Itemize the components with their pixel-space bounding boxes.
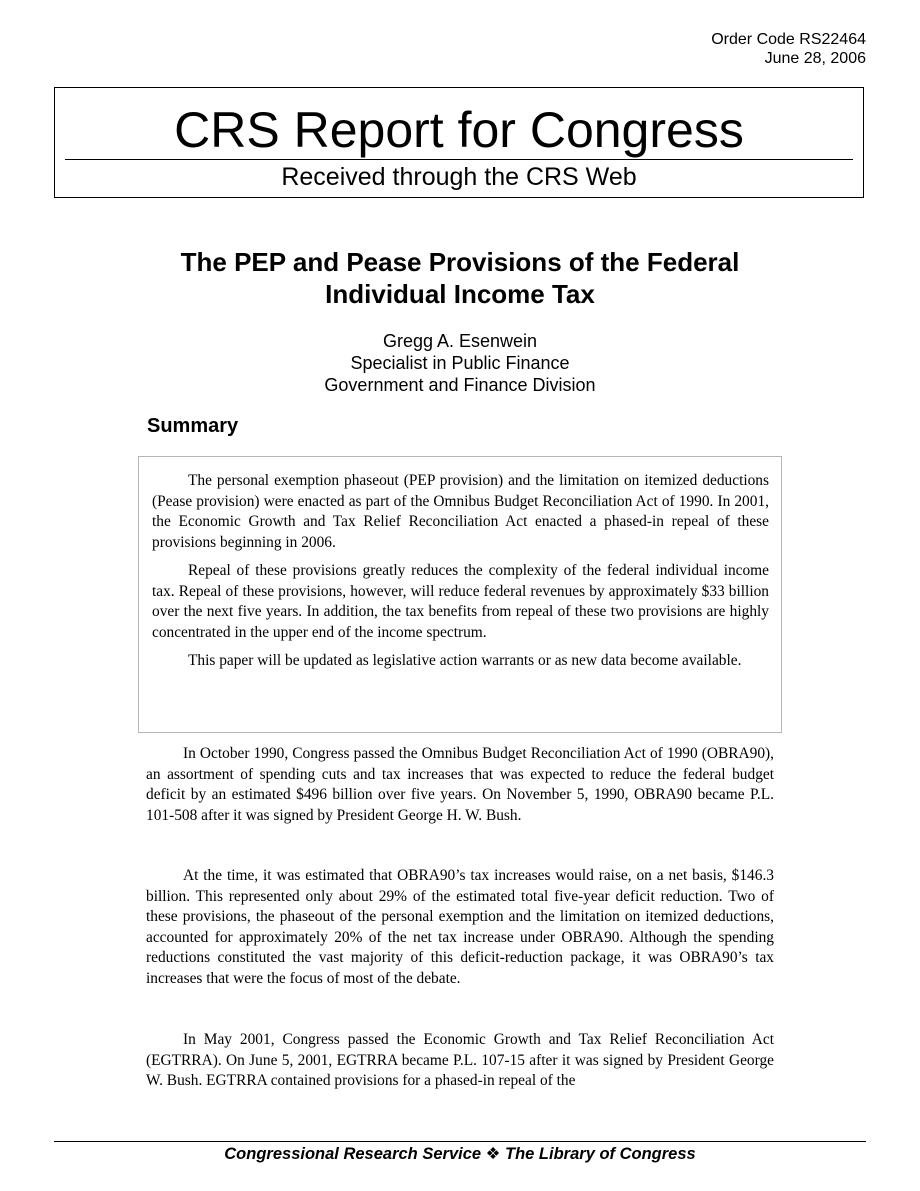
author-name: Gregg A. Esenwein <box>382 331 538 351</box>
author-position: Specialist in Public Finance <box>350 353 570 373</box>
masthead-divider <box>65 159 853 160</box>
body-paragraph-3: In May 2001, Congress passed the Economic Growth and Tax Relief Reconciliation Act (EGTRRA). On June 5, 2001, EGTRRA became P.L. 107-15 after it was signed by President George W. Bush. EGTRRA contained provisions for a phased-in repeal of the <box>146 1031 774 1090</box>
body-paragraph-block-2 <box>146 866 774 990</box>
footer-text: Congressional Research Service ❖ The Library of Congress <box>224 1145 696 1163</box>
document-title <box>0 246 920 310</box>
order-code: Order Code RS22464 <box>711 31 866 48</box>
masthead-subtitle: Received through the CRS Web <box>281 163 637 191</box>
author-division: Government and Finance Division <box>324 375 596 395</box>
document-title-line-1: The PEP and Pease Provisions of the Federal <box>180 247 740 277</box>
summary-box <box>138 456 782 733</box>
body-paragraph-block-1 <box>146 744 774 826</box>
body-paragraph-2: At the time, it was estimated that OBRA90’s tax increases would raise, on a net basis, $146.3 billion. This represented only about 29% of the estimated total five-year deficit reduction. Two of these provisions, the phaseout of the personal exemption and the limitation on itemized deductions, accounted for approximately 20% of the net tax increase under OBRA90. Although the spending reductions constituted the vast majority of this deficit-reduction package, it was OBRA90’s tax increases that were the focus of most of the debate. <box>146 867 774 987</box>
masthead <box>54 87 864 198</box>
document-title-line-2: Individual Income Tax <box>325 279 595 309</box>
body-paragraph-1: In October 1990, Congress passed the Omnibus Budget Reconciliation Act of 1990 (OBRA90), an assortment of spending cuts and tax increases that was expected to reduce the federal budget deficit by an estimated $496 billion over five years. On November 5, 1990, OBRA90 became P.L. 101-508 after it was signed by President George H. W. Bush. <box>146 745 774 824</box>
summary-heading: Summary <box>147 415 239 437</box>
summary-paragraph-1: The personal exemption phaseout (PEP provision) and the limitation on itemized deductions (Pease provision) were enacted as part of the Omnibus Budget Reconciliation Act of 1990. In 2001, the Economic Growth and Tax Relief Reconciliation Act enacted a phased-in repeal of these provisions beginning in 2006. <box>152 472 769 551</box>
summary-paragraph-2: Repeal of these provisions greatly reduces the complexity of the federal individual income tax. Repeal of these provisions, however, will reduce federal revenues by approximately $33 billion over the next five years. In addition, the tax benefits from repeal of these two provisions are highly concentrated in the upper end of the income spectrum. <box>152 562 769 641</box>
summary-paragraph-3: This paper will be updated as legislative action warrants or as new data become available. <box>188 652 742 669</box>
body-paragraph-block-3 <box>146 1030 774 1092</box>
order-code-block <box>711 30 866 68</box>
report-date: June 28, 2006 <box>764 50 866 67</box>
masthead-title: CRS Report for Congress <box>174 102 744 158</box>
author-block <box>0 330 920 396</box>
footer-divider <box>54 1141 866 1142</box>
